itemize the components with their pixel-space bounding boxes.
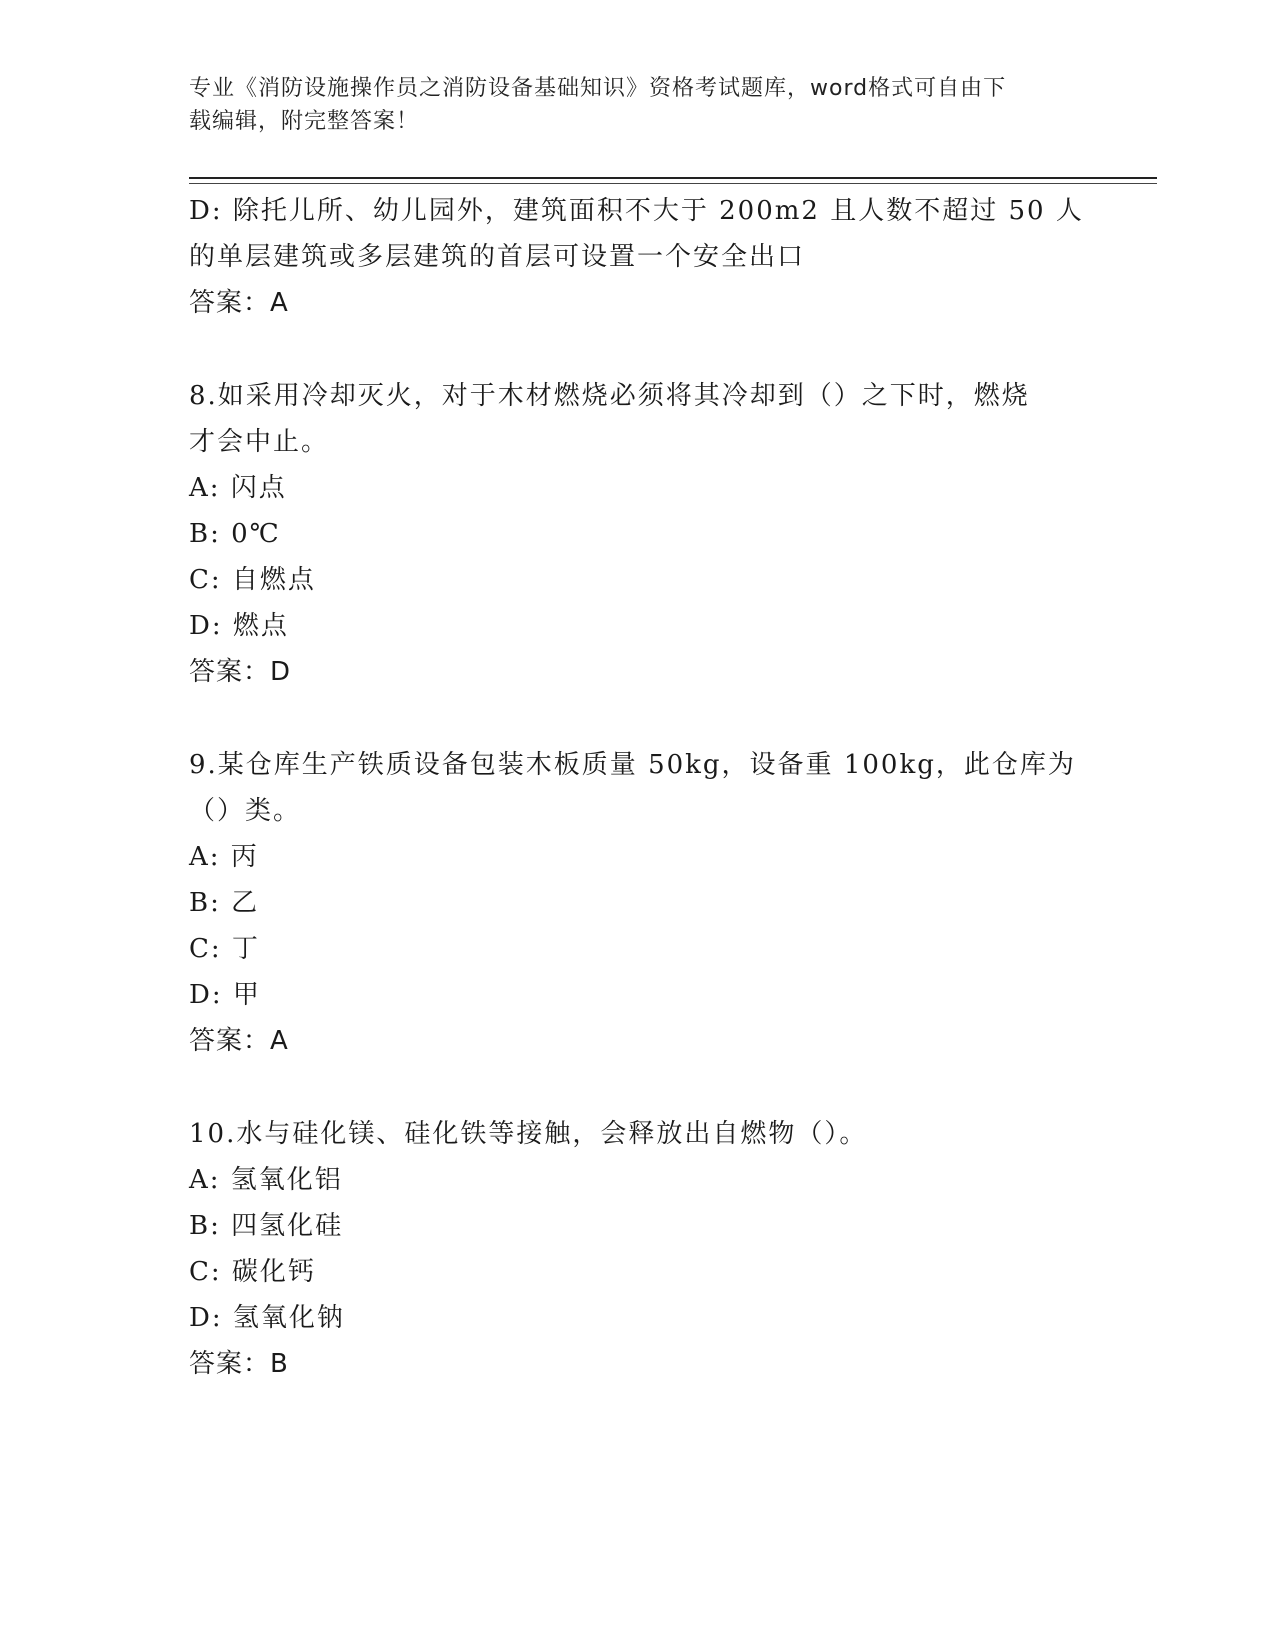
question-content <box>189 188 1084 1387</box>
question-stem: 10.水与硅化镁、硅化铁等接触，会释放出自燃物（）。 <box>189 1119 868 1149</box>
option-d: D: 甲 <box>189 980 261 1010</box>
header-divider-thick <box>189 177 1157 179</box>
answer-line: 答案：D <box>189 657 292 687</box>
option-a: A: 氢氧化铝 <box>189 1165 343 1195</box>
continued-question-7 <box>189 188 1084 326</box>
option-b: B: 0℃ <box>189 519 281 549</box>
header-divider-thin <box>189 183 1157 184</box>
option-d-continuation: 的单层建筑或多层建筑的首层可设置一个安全出口 <box>189 242 806 272</box>
answer-line: 答案：B <box>189 1349 289 1379</box>
question-8 <box>189 373 1069 695</box>
document-header <box>189 72 1089 138</box>
option-b: B: 乙 <box>189 888 260 918</box>
option-a: A: 闪点 <box>189 473 287 503</box>
answer-line: 答案：A <box>189 1026 289 1056</box>
question-stem-continuation: （）类。 <box>189 796 302 826</box>
question-stem: 8.如采用冷却灭火，对于木材燃烧必须将其冷却到（）之下时，燃烧 <box>189 381 1030 411</box>
option-c: C: 碳化钙 <box>189 1257 316 1287</box>
question-10 <box>189 1111 1069 1387</box>
option-d: D: 燃点 <box>189 611 289 641</box>
option-c: C: 自燃点 <box>189 565 316 595</box>
header-intro-line-1: 专业《消防设施操作员之消防设备基础知识》资格考试题库，word格式可自由下 <box>189 76 1007 101</box>
answer-line: 答案：A <box>189 288 289 318</box>
option-d: D: 氢氧化钠 <box>189 1303 345 1333</box>
option-a: A: 丙 <box>189 842 259 872</box>
option-d: D: 除托儿所、幼儿园外，建筑面积不大于 200m2 且人数不超过 50 人 <box>189 196 1084 226</box>
header-intro-line-2: 载编辑，附完整答案！ <box>189 109 420 134</box>
option-c: C: 丁 <box>189 934 260 964</box>
question-stem-continuation: 才会中止。 <box>189 427 330 457</box>
question-stem: 9.某仓库生产铁质设备包装木板质量 50kg，设备重 100kg，此仓库为 <box>189 750 1076 780</box>
question-9 <box>189 742 1076 1064</box>
option-b: B: 四氢化硅 <box>189 1211 344 1241</box>
